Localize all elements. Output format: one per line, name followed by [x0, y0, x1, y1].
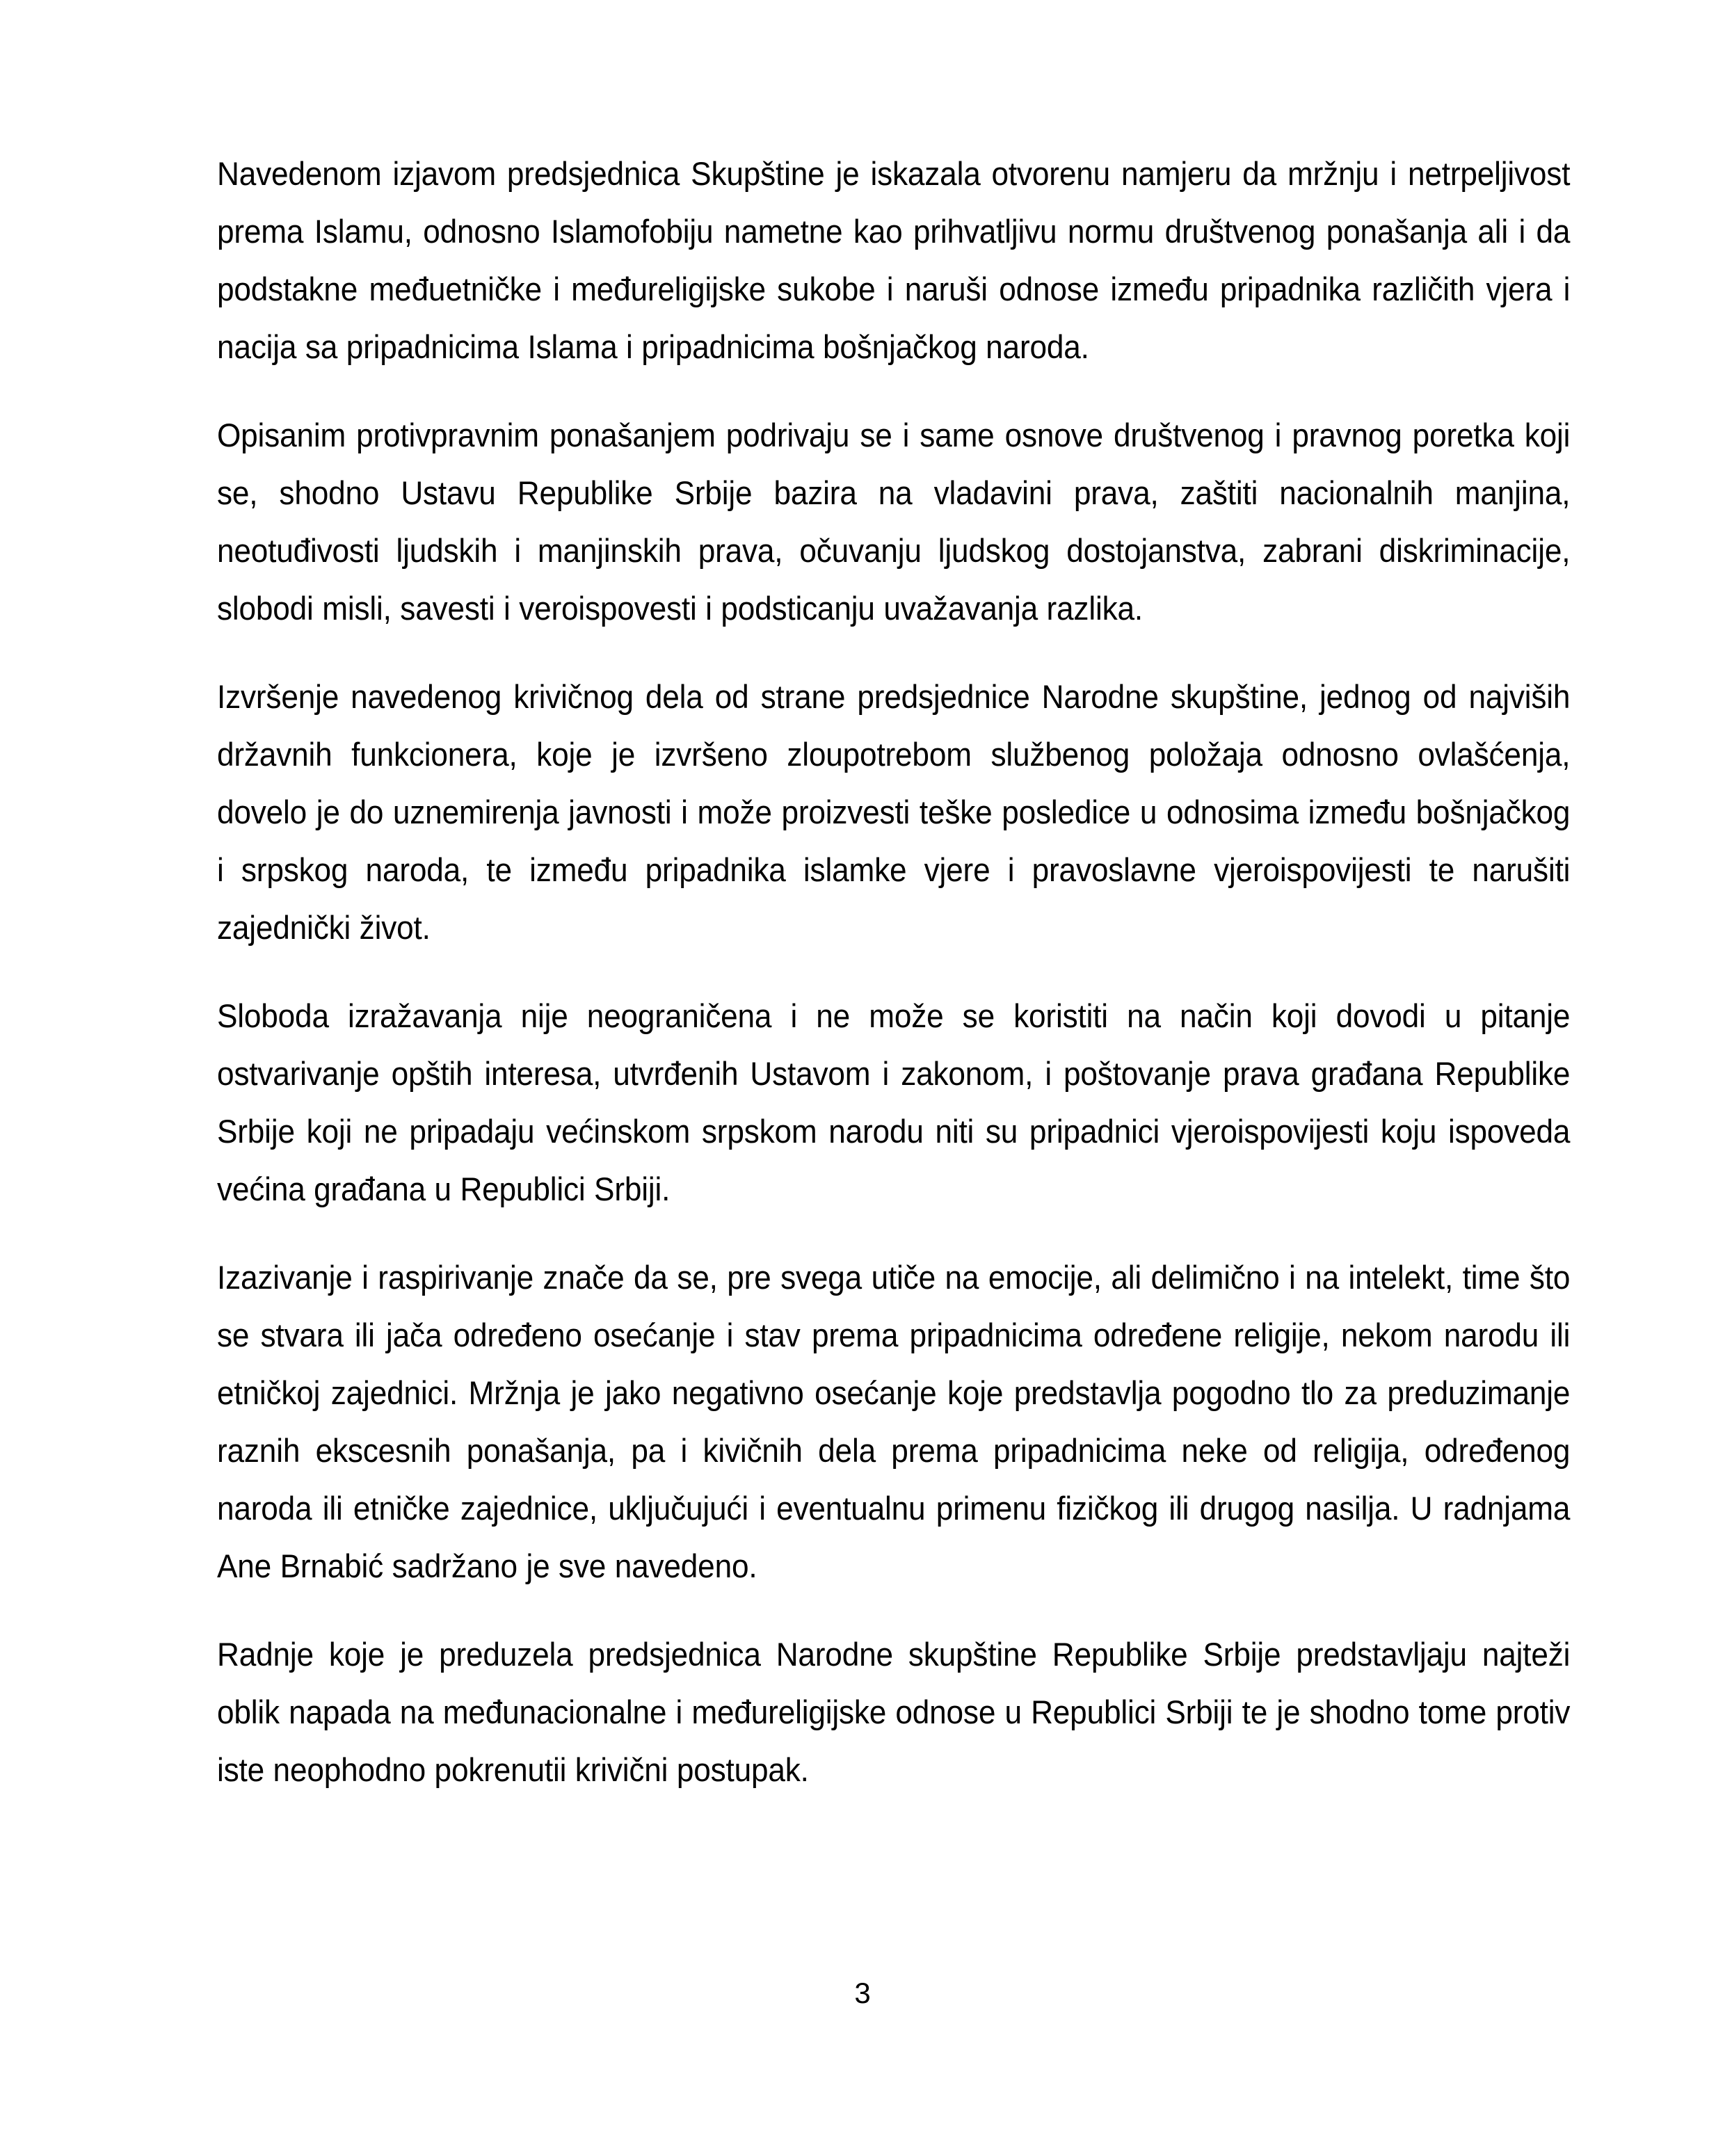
paragraph-5: Izazivanje i raspirivanje znače da se, pre svega utiče na emocije, ali delimično i na intelekt, time što se stvara ili jača određeno osećanje i stav prema pripadnicima određene religije, nekom narodu ili etničkoj zajednici. Mržnja je jako negativno osećanje koje predstavlja pogodno tlo za preduzimanje raznih ekscesnih ponašanja, pa i kivičnih dela prema pripadnicima neke od religija, određenog naroda ili etničke zajednice, uključujući i eventualnu primenu fizičkog ili drugog nasilja. U radnjama Ane Brnabić sadržano je sve navedeno. — [217, 1259, 1571, 1584]
paragraph-1: Navedenom izjavom predsjednica Skupštine je iskazala otvorenu namjeru da mržnju i netrpeljivost prema Islamu, odnosno Islamofobiju nametne kao prihvatljivu normu društvenog ponašanja ali i da podstakne međuetničke i međureligijske sukobe i naruši odnose između pripadnika različith vjera i nacija sa pripadnicima Islama i pripadnicima bošnjačkog naroda. — [217, 155, 1571, 365]
document-body — [217, 145, 1570, 1799]
paragraph-2: Opisanim protivpravnim ponašanjem podrivaju se i same osnove društvenog i pravnog poretka koji se, shodno Ustavu Republike Srbije bazira na vladavini prava, zaštiti nacionalnih manjina, neotuđivosti ljudskih i manjinskih prava, očuvanju ljudskog dostojanstva, zabrani diskriminacije, slobodi misli, savesti i veroispovesti i podsticanju uvažavanja razlika. — [217, 417, 1571, 627]
page-number: 3 — [854, 1977, 871, 2009]
paragraph-6: Radnje koje je preduzela predsjednica Narodne skupštine Republike Srbije predstavljaju najteži oblik napada na međunacionalne i međureligijske odnose u Republici Srbiji te je shodno tome protiv iste neophodno pokrenutii krivični postupak. — [217, 1636, 1571, 1788]
paragraph-4: Sloboda izražavanja nije neograničena i ne može se koristiti na način koji dovodi u pitanje ostvarivanje opštih interesa, utvrđenih Ustavom i zakonom, i poštovanje prava građana Republike Srbije koji ne pripadaju većinskom srpskom narodu niti su pripadnici vjeroispovijesti koju ispoveda većina građana u Republici Srbiji. — [217, 997, 1571, 1207]
paragraph-3: Izvršenje navedenog krivičnog dela od strane predsjednice Narodne skupštine, jednog od najviših državnih funkcionera, koje je izvršeno zloupotrebom službenog položaja odnosno ovlašćenja, dovelo je do uznemirenja javnosti i može proizvesti teške posledice u odnosima između bošnjačkog i srpskog naroda, te između pripadnika islamke vjere i pravoslavne vjeroispovijesti te narušiti zajednički život. — [217, 678, 1571, 946]
